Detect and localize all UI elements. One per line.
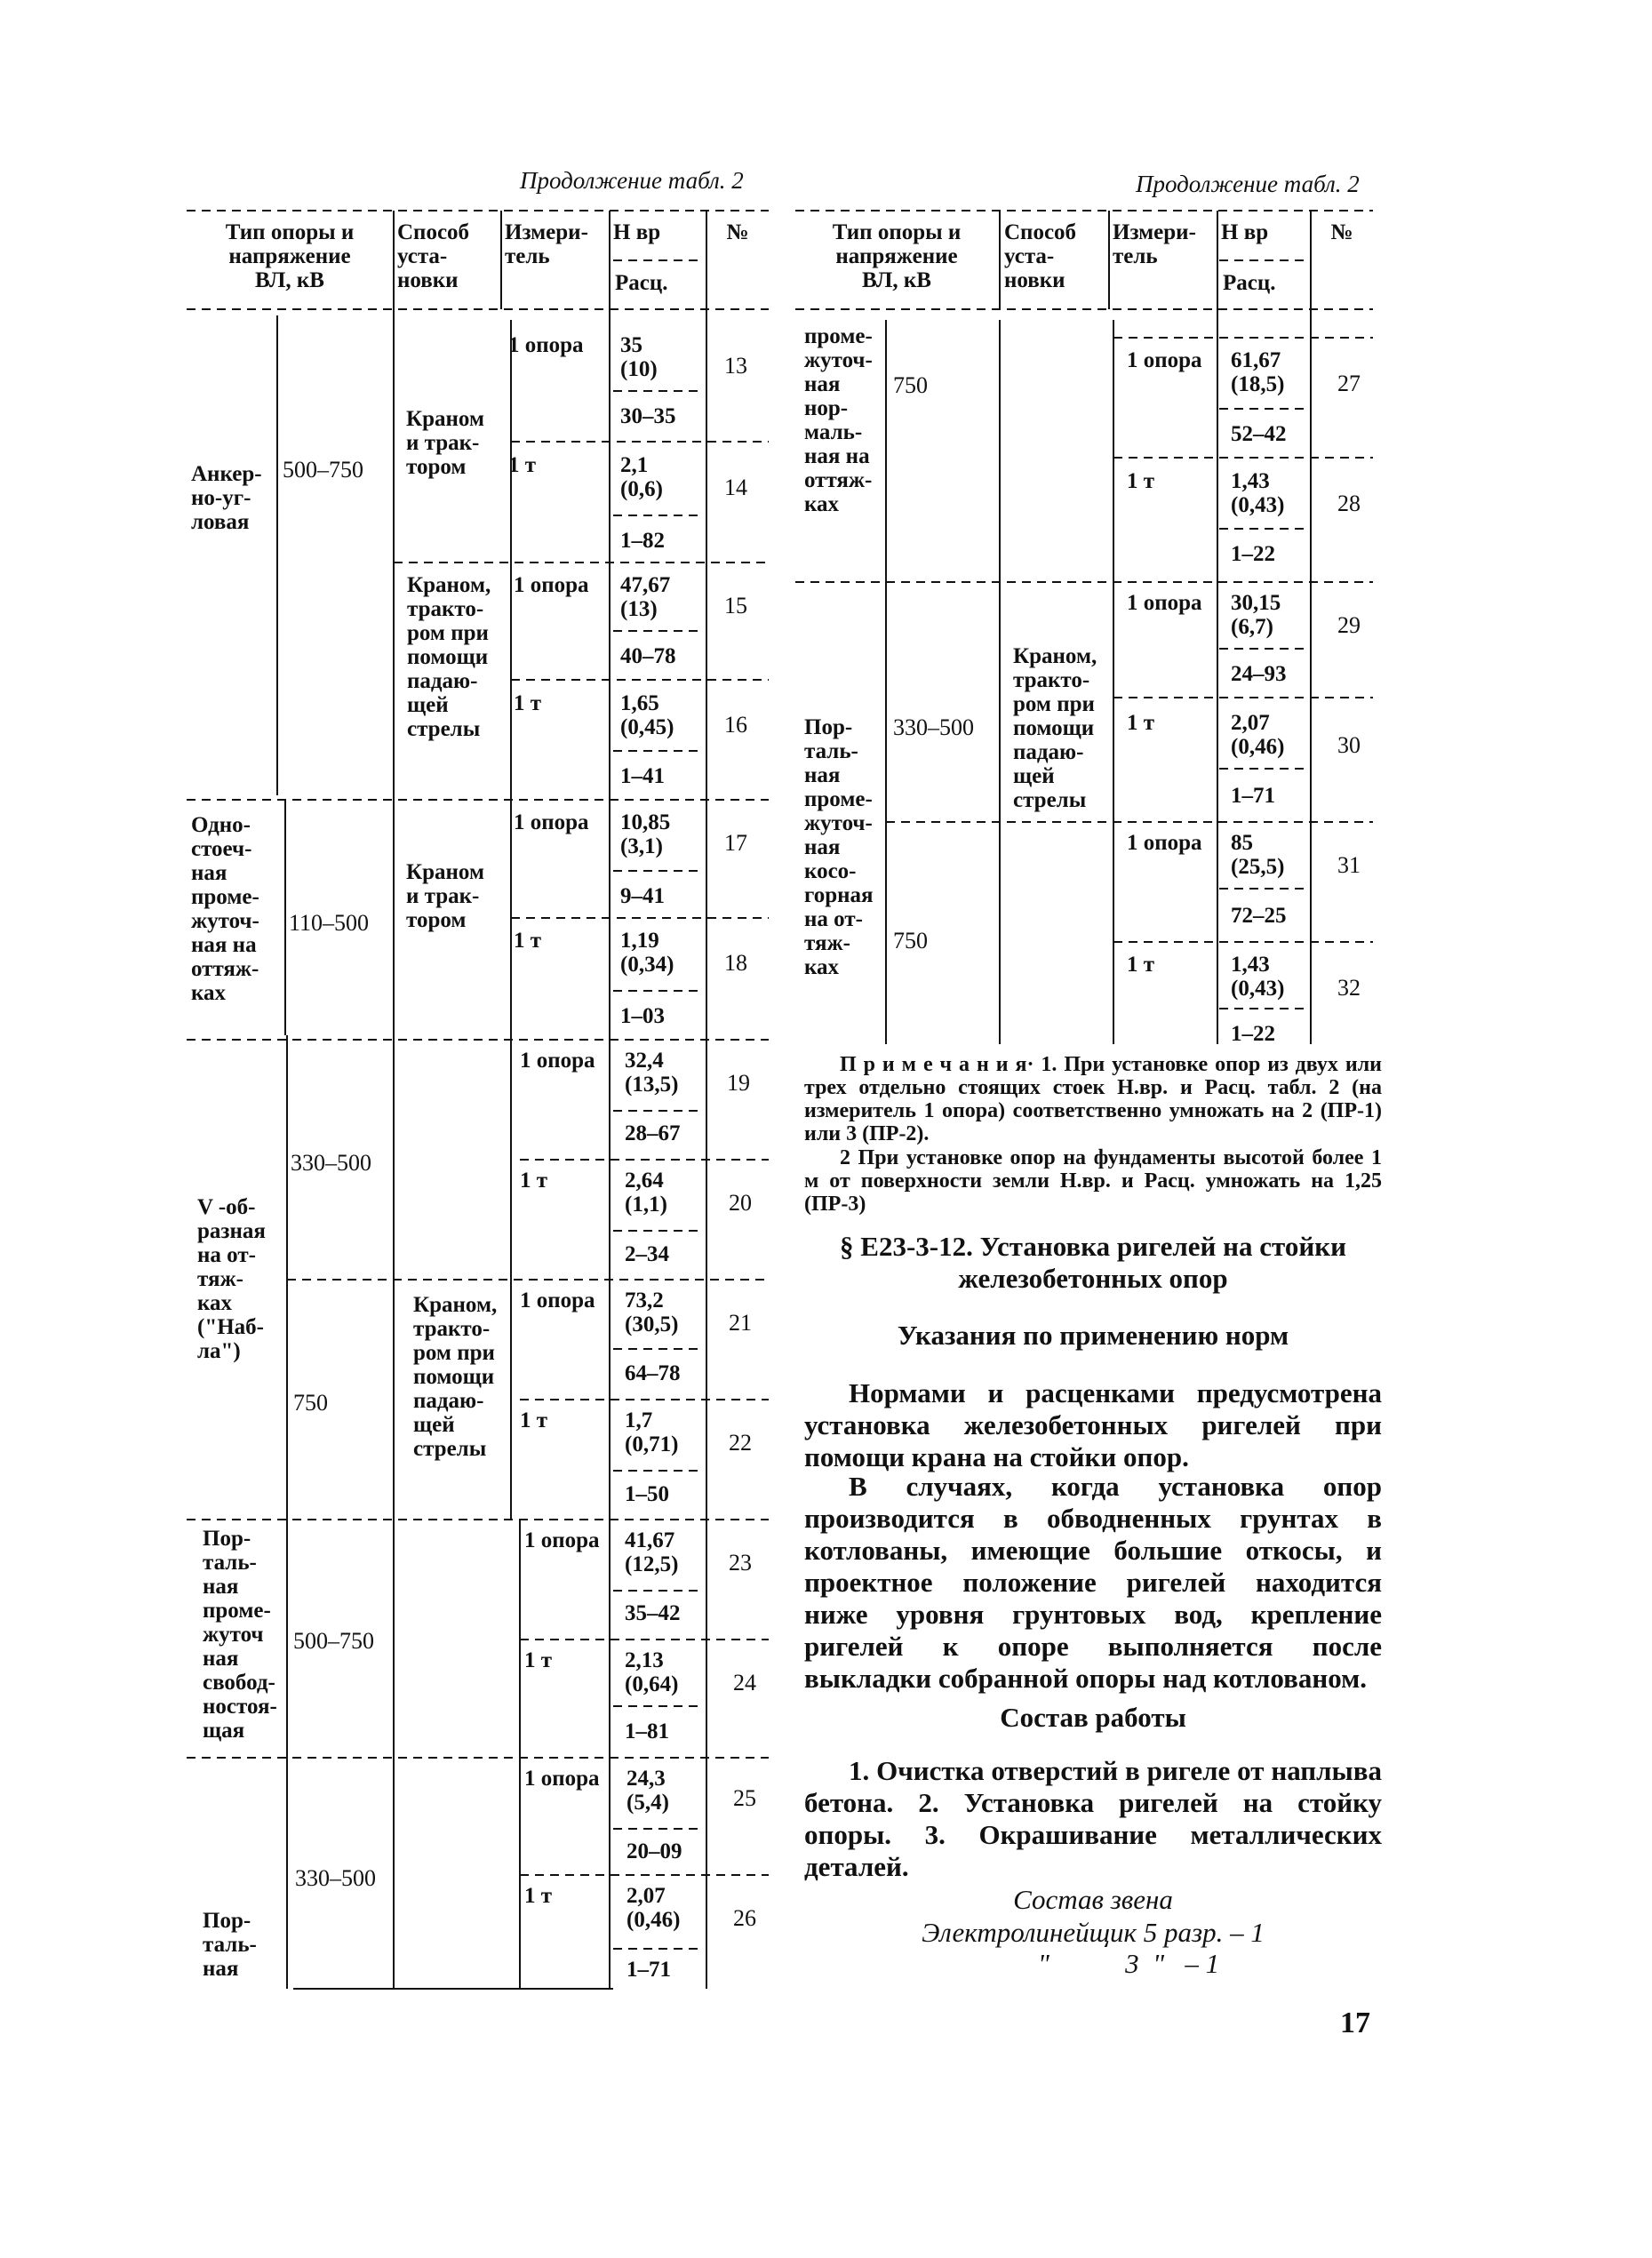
method-3: Краном и трак- тором (406, 860, 484, 932)
header-no: № (726, 220, 749, 244)
table-cell-hvr: 35 (10) (620, 333, 658, 381)
table-cell-no: 26 (733, 1905, 756, 1931)
table-cell-no: 32 (1337, 975, 1361, 1001)
method-1: Краном и трак- тором (406, 407, 484, 479)
table-cell-hvr: 41,67 (12,5) (625, 1528, 679, 1576)
table-cell-rasc: 2–34 (625, 1242, 669, 1266)
table-cell-hvr: 85 (25,5) (1231, 831, 1285, 879)
table-cell-rasc: 64–78 (625, 1361, 681, 1385)
voltage-5: 500–750 (293, 1628, 374, 1654)
voltage-3: 330–500 (291, 1150, 371, 1176)
table-cell-hvr: 2,64 (1,1) (625, 1169, 667, 1217)
table-cell-rasc: 9–41 (620, 884, 665, 908)
page-number: 17 (1340, 2007, 1370, 2039)
type-prom-right: проме- жуточ- ная нор- маль- ная на оттяж- ках (804, 324, 873, 516)
table-cell-meter: 1 опора (524, 1767, 600, 1791)
table-cell-hvr: 2,13 (0,64) (625, 1648, 679, 1696)
table-cell-meter: 1 т (508, 453, 537, 477)
table-cell-rasc: 1–71 (1231, 784, 1275, 808)
table-cell-no: 17 (724, 830, 747, 856)
header-method: Способ уста- новки (397, 220, 470, 292)
table-cell-no: 15 (724, 593, 747, 618)
table-caption-left: Продолжение табл. 2 (520, 167, 744, 194)
method-2: Краном, тракто- ром при помощи падаю- щей стрелы (407, 573, 491, 741)
table-cell-hvr: 1,43 (0,43) (1231, 953, 1285, 1001)
table-cell-hvr: 1,65 (0,45) (620, 691, 674, 739)
header-method-right: Способ уста- новки (1004, 220, 1077, 292)
table-cell-rasc: 1–71 (626, 1958, 671, 1982)
paragraph-2: В случаях, когда установка опор производится в обводненных грунтах в котлованы, имеющие большие откосы, и проектное положение ригелей находится ниже уровня грунтовых вод, крепление ригелей к опоре выполняется после выкладки собранной опоры над котлованом. (804, 1471, 1382, 1694)
voltage-2: 110–500 (289, 910, 370, 936)
table-cell-rasc: 1–82 (620, 529, 665, 553)
table-cell-hvr: 32,4 (13,5) (625, 1049, 679, 1097)
type-vobr: V -об- разная на от- тяж- ках ("Наб- ла") (197, 1195, 266, 1363)
voltage-4: 750 (293, 1390, 328, 1416)
table-cell-hvr: 73,2 (30,5) (625, 1289, 679, 1336)
table-cell-meter: 1 опора (1127, 348, 1202, 372)
type-odnost: Одно- стоеч- ная проме- жуточ- ная на оттяж- ках (191, 813, 259, 1005)
table-cell-hvr: 47,67 (13) (620, 573, 671, 621)
table-cell-rasc: 1–22 (1231, 1022, 1275, 1046)
header-meter-right: Измери- тель (1113, 220, 1196, 268)
header-type-right: Тип опоры и напряжение ВЛ, кВ (832, 220, 962, 292)
voltage-1: 500–750 (283, 457, 363, 483)
type-ankern: Анкер- но-уг- ловая (191, 462, 262, 534)
table-cell-hvr: 2,07 (0,46) (626, 1884, 681, 1932)
table-cell-meter: 1 т (1127, 953, 1155, 977)
table-cell-meter: 1 т (520, 1408, 548, 1432)
table-cell-rasc: 28–67 (625, 1121, 681, 1145)
table-cell-rasc: 24–93 (1231, 662, 1287, 686)
table-cell-no: 18 (724, 950, 747, 976)
table-cell-no: 24 (733, 1670, 756, 1695)
table-cell-no: 27 (1337, 371, 1361, 396)
table-cell-no: 28 (1337, 491, 1361, 516)
voltage-r2: 330–500 (893, 714, 974, 740)
table-cell-rasc: 1–50 (625, 1482, 669, 1506)
table-cell-no: 25 (733, 1785, 756, 1811)
table-cell-rasc: 1–81 (625, 1719, 669, 1743)
header-no-right: № (1330, 220, 1353, 244)
table-cell-rasc: 20–09 (626, 1839, 682, 1863)
table-cell-meter: 1 т (1127, 469, 1155, 493)
table-cell-meter: 1 т (524, 1884, 553, 1908)
crew-heading: Состав звена (1013, 1884, 1173, 1915)
type-port-svob: Пор- таль- ная проме- жуточ ная свобод- ностоя- щая (203, 1527, 277, 1743)
table-cell-no: 16 (724, 712, 747, 738)
note-2: 2 При установке опор на фундаменты высотой более 1 м от поверхности земли Н.вр. и Расц. умножать на 1,25 (ПР-3) (804, 1146, 1382, 1216)
table-cell-rasc: 72–25 (1231, 904, 1287, 928)
type-port: Пор- таль- ная (203, 1909, 257, 1981)
method-4: Краном, тракто- ром при помощи падаю- щей стрелы (413, 1293, 498, 1461)
table-cell-meter: 1 т (524, 1648, 553, 1672)
table-cell-no: 19 (727, 1070, 750, 1096)
table-cell-no: 29 (1337, 612, 1361, 638)
table-cell-no: 20 (729, 1190, 752, 1216)
table-cell-meter: 1 опора (524, 1528, 600, 1552)
work-heading: Состав работы (1000, 1702, 1186, 1733)
table-cell-no: 23 (729, 1550, 752, 1576)
table-cell-no: 22 (729, 1430, 752, 1456)
table-cell-no: 30 (1337, 732, 1361, 758)
table-cell-meter: 1 опора (520, 1289, 595, 1313)
section-title: § Е23-3-12. Установка ригелей на стойки железобетонных опор (840, 1231, 1346, 1294)
table-cell-rasc: 1–03 (620, 1004, 665, 1028)
header-meter: Измери- тель (505, 220, 588, 268)
table-cell-rasc: 52–42 (1231, 422, 1287, 446)
voltage-6: 330–500 (295, 1865, 376, 1891)
table-cell-hvr: 2,1 (0,6) (620, 453, 663, 501)
table-cell-no: 14 (724, 475, 747, 500)
table-cell-meter: 1 т (514, 691, 542, 715)
header-rasc: Расц. (615, 271, 668, 295)
table-cell-rasc: 1–22 (1231, 542, 1275, 566)
work-text: 1. Очистка отверстий в ригеле от наплыва бетона. 2. Установка ригелей на стойку опоры. 3. Окрашивание металлических деталей. (804, 1755, 1382, 1882)
method-right: Краном, тракто- ром при помощи падаю- щей стрелы (1013, 644, 1097, 812)
voltage-r1: 750 (893, 372, 928, 398)
table-caption-right: Продолжение табл. 2 (1136, 171, 1360, 197)
table-cell-rasc: 40–78 (620, 644, 676, 668)
table-cell-hvr: 10,85 (3,1) (620, 810, 671, 858)
table-cell-no: 21 (729, 1310, 752, 1336)
table-cell-meter: 1 т (514, 929, 542, 953)
table-cell-hvr: 30,15 (6,7) (1231, 591, 1281, 639)
table-cell-hvr: 2,07 (0,46) (1231, 711, 1285, 759)
instructions-heading: Указания по применению норм (897, 1320, 1289, 1351)
table-cell-meter: 1 опора (514, 810, 589, 834)
crew-line-2: " 3 " – 1 (1037, 1948, 1220, 1979)
header-hvr: Н вр (613, 220, 661, 244)
table-cell-hvr: 1,7 (0,71) (625, 1408, 679, 1456)
table-cell-hvr: 1,43 (0,43) (1231, 469, 1285, 517)
table-cell-no: 13 (724, 353, 747, 379)
table-cell-hvr: 1,19 (0,34) (620, 929, 674, 977)
header-hvr-right: Н вр (1221, 220, 1269, 244)
table-cell-meter: 1 опора (1127, 831, 1202, 855)
header-type: Тип опоры и напряжение ВЛ, кВ (225, 220, 355, 292)
table-cell-meter: 1 т (520, 1169, 548, 1193)
header-rasc-right: Расц. (1223, 271, 1276, 295)
paragraph-1: Нормами и расценками предусмотрена установка железобетонных ригелей при помощи крана на стойки опор. (804, 1377, 1382, 1472)
crew-line-1: Электролинейщик 5 разр. – 1 (922, 1917, 1265, 1948)
voltage-r3: 750 (893, 928, 928, 953)
table-cell-meter: 1 т (1127, 711, 1155, 735)
table-cell-hvr: 61,67 (18,5) (1231, 348, 1285, 396)
table-cell-rasc: 1–41 (620, 764, 665, 788)
table-cell-rasc: 30–35 (620, 404, 676, 428)
type-port-right: Пор- таль- ная проме- жуточ- ная косо- горная на от- тяж- ках (804, 715, 874, 979)
table-cell-rasc: 35–42 (625, 1601, 681, 1625)
table-cell-hvr: 24,3 (5,4) (626, 1767, 669, 1815)
table-cell-meter: 1 опора (1127, 591, 1202, 615)
note-1: П р и м е ч а н и я· 1. При установке опор из двух или трех отдельно стоящих стоек Н.вр. и Расц. табл. 2 (на измеритель 1 опора) соответственно умножать на 2 (ПР-1) или 3 (ПР-2). (804, 1053, 1382, 1145)
table-cell-meter: 1 опора (520, 1049, 595, 1073)
table-cell-meter: 1 опора (514, 573, 589, 597)
table-cell-no: 31 (1337, 852, 1361, 878)
table-cell-meter: 1 опора (508, 333, 584, 357)
